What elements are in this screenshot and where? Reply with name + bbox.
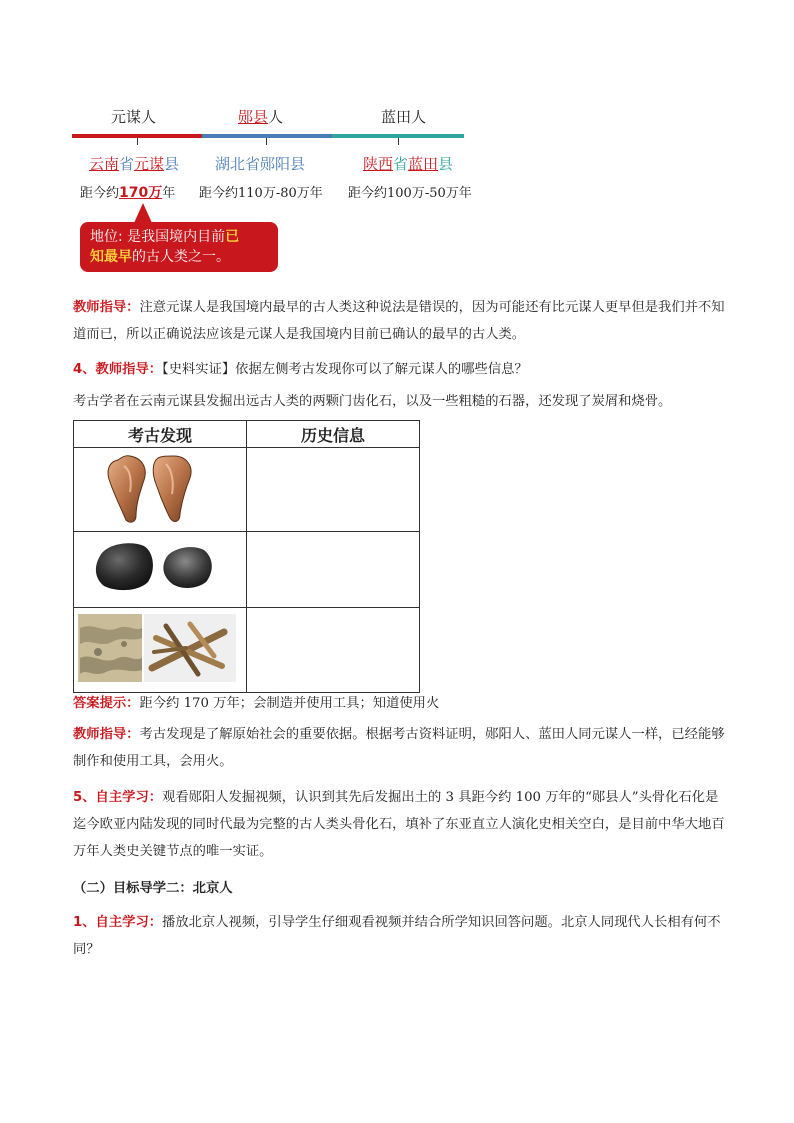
timeline-distance-yunxian: 距今约110万-80万年 (199, 186, 323, 201)
table-cell (247, 448, 420, 532)
timeline-distance-lantian: 距今约100万-50万年 (348, 186, 472, 201)
table-header: 考古发现 (74, 421, 247, 448)
timeline-tick (266, 138, 267, 145)
timeline-location-yuanmou: 云南省元谋县 (89, 155, 180, 173)
timeline-location-yunxian: 湖北省郧阳县 (215, 155, 306, 173)
timeline-location-lantian: 陕西省蓝田县 (363, 155, 454, 173)
table-cell (74, 532, 247, 608)
stone-tools-image (74, 532, 246, 603)
timeline-bar-blue (202, 134, 332, 138)
timeline-name-yuanmou: 元谋人 (111, 108, 157, 126)
tooth-fossils-image (74, 448, 246, 527)
status-callout: 地位: 是我国境内目前已 知最早的古人类之一。 (80, 222, 278, 272)
archaeology-paragraph: 考古学者在云南元谋县发掘出远古人类的两颗门齿化石，以及一些粗糙的石器，还发现了炭屑和烧骨。 (73, 394, 672, 409)
table-cell (74, 608, 247, 693)
charcoal-and-burnt-bones-image (74, 608, 246, 688)
answer-hint-paragraph: 答案提示：距今约 170 万年；会制造并使用工具；知道使用火 (73, 696, 440, 711)
timeline-name-lantian: 蓝田人 (381, 108, 427, 126)
callout-pointer (134, 203, 152, 223)
table-cell (247, 608, 420, 693)
table-row (74, 448, 420, 532)
timeline-distance-yuanmou: 距今约170万年 (80, 185, 176, 201)
fossil-table (73, 420, 420, 693)
timeline-tick (137, 138, 138, 145)
teacher-guidance-paragraph-2: 教师指导：考古发现是了解原始社会的重要依据。根据考古资料证明，郧阳人、蓝田人同元谋人一样，已经能够制作和使用工具，会用火。 (73, 727, 725, 769)
question-paragraph: 4、教师指导：【史料实证】依据左侧考古发现你可以了解元谋人的哪些信息？ (73, 362, 528, 377)
table-row (74, 532, 420, 608)
self-study-paragraph: 5、自主学习：观看郧阳人发掘视频，认识到其先后发掘出土的 3 具距今约 100 万年的“郧县人”头骨化石化是迄今欧亚内陆发现的同时代最为完整的古人类头骨化石，填补了东亚直立人演化史相关空白，是目前中华大地百万年人类史关键节点的唯一实证。 (73, 790, 725, 859)
table-header: 历史信息 (247, 421, 420, 448)
timeline-tick (398, 138, 399, 145)
section-heading: （二）目标导学二：北京人 (73, 881, 233, 896)
table-cell (247, 532, 420, 608)
timeline-name-yunxian: 郧县人 (238, 108, 284, 126)
teacher-guidance-paragraph: 教师指导：注意元谋人是我国境内最早的古人类这种说法是错误的，因为可能还有比元谋人更早但是我们并不知道而已，所以正确说法应该是元谋人是我国境内目前已确认的最早的古人类。 (73, 300, 725, 342)
table-cell (74, 448, 247, 532)
table-header-row (74, 421, 420, 448)
table-row (74, 608, 420, 693)
self-study-paragraph-2: 1、自主学习：播放北京人视频，引导学生仔细观看视频并结合所学知识回答问题。北京人同现代人长相有何不同？ (73, 915, 721, 957)
